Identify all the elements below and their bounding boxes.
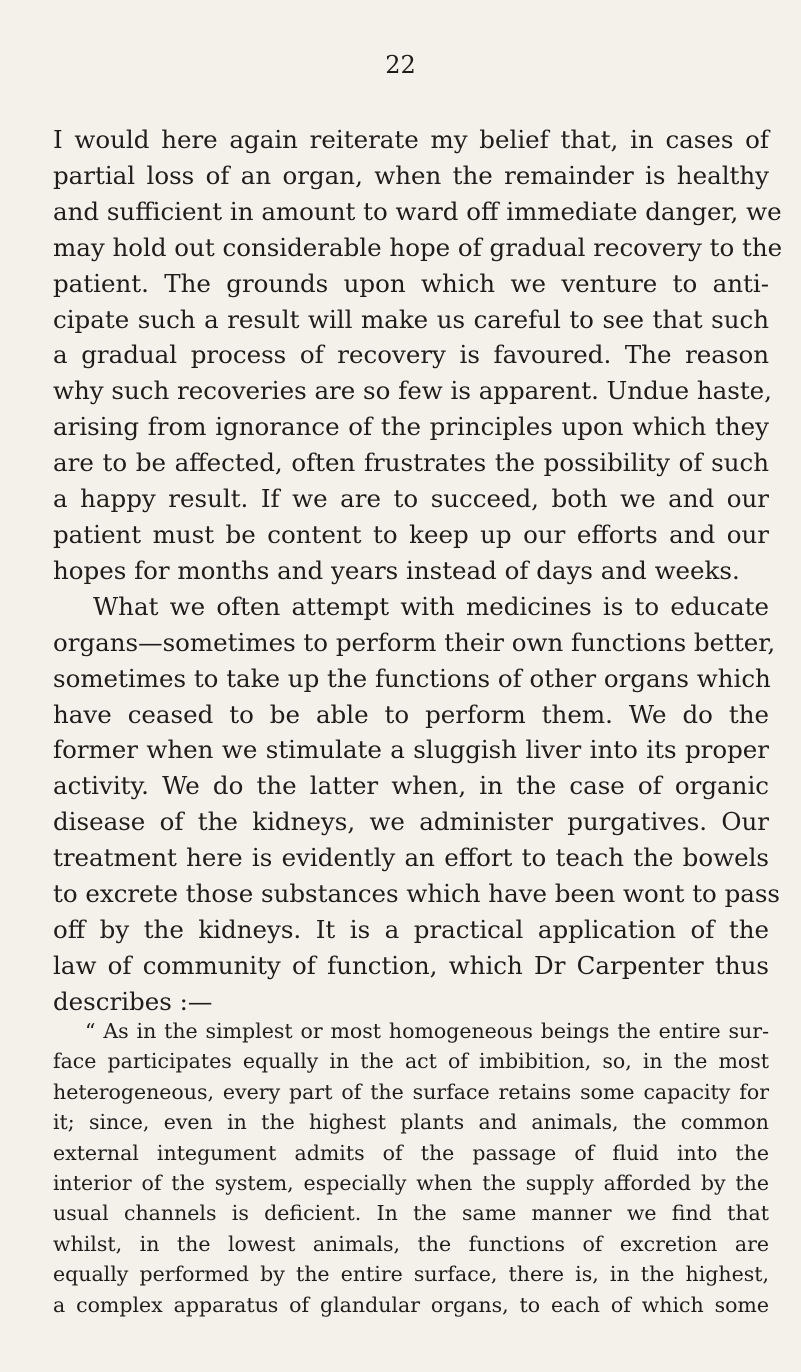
quote-line: interior of the system, especially when the supply afforded by the: [53, 1171, 769, 1196]
page-number: 22: [385, 51, 416, 79]
quote-line: it; since, even in the highest plants and animals, the common: [53, 1110, 769, 1135]
body-line: patient. The grounds upon which we venture to anti-: [53, 268, 769, 298]
body-line: have ceased to be able to perform them. We do the: [53, 699, 769, 729]
body-line: cipate such a result will make us careful to see that such: [53, 304, 769, 334]
quote-line: external integument admits of the passage of fluid into the: [53, 1140, 769, 1165]
quote-line: face participates equally in the act of imbibition, so, in the most: [53, 1049, 769, 1074]
body-line: a gradual process of recovery is favoured. The reason: [53, 340, 769, 370]
body-line: off by the kidneys. It is a practical application of the: [53, 914, 769, 944]
body-line: activity. We do the latter when, in the case of organic: [53, 771, 769, 801]
quote-line: whilst, in the lowest animals, the functions of excretion are: [53, 1231, 769, 1256]
body-line: treatment here is evidently an effort to teach the bowels: [53, 843, 769, 873]
body-line: disease of the kidneys, we administer purgatives. Our: [53, 807, 769, 837]
body-line: a happy result. If we are to succeed, both we and our: [53, 484, 769, 514]
block-quote: [53, 1016, 769, 1320]
body-line: partial loss of an organ, when the remainder is healthy: [53, 160, 769, 190]
body-line: are to be affected, often frustrates the possibility of such: [53, 448, 769, 478]
body-line: describes :—: [53, 986, 213, 1016]
quote-line: “ As in the simplest or most homogeneous beings the entire sur-: [85, 1019, 769, 1043]
body-line: sometimes to take up the functions of other organs which: [53, 663, 771, 693]
quote-line: a complex apparatus of glandular organs, to each of which some: [53, 1292, 769, 1317]
body-line: organs—sometimes to perform their own functions better,: [53, 627, 776, 657]
body-line: former when we stimulate a sluggish liver into its proper: [53, 735, 769, 765]
body-line: What we often attempt with medicines is to educate: [93, 591, 769, 621]
body-line: law of community of function, which Dr Carpenter thus: [53, 950, 769, 980]
body-line: hopes for months and years instead of days and weeks.: [53, 555, 740, 585]
body-text: [53, 122, 783, 1020]
quote-line: equally performed by the entire surface, there is, in the highest,: [53, 1262, 769, 1287]
body-line: and sufficient in amount to ward off immediate danger, we: [53, 196, 782, 226]
quote-line: usual channels is deficient. In the same manner we find that: [53, 1201, 769, 1226]
body-line: may hold out considerable hope of gradual recovery to the: [53, 232, 783, 262]
body-line: patient must be content to keep up our efforts and our: [53, 519, 769, 549]
body-line: arising from ignorance of the principles upon which they: [53, 412, 769, 442]
quote-line: heterogeneous, every part of the surface retains some capacity for: [53, 1079, 769, 1104]
body-line: to excrete those substances which have been wont to pass: [53, 879, 781, 909]
body-line: why such recoveries are so few is apparent. Undue haste,: [53, 376, 772, 406]
body-line: I would here again reiterate my belief that, in cases of: [53, 125, 769, 154]
